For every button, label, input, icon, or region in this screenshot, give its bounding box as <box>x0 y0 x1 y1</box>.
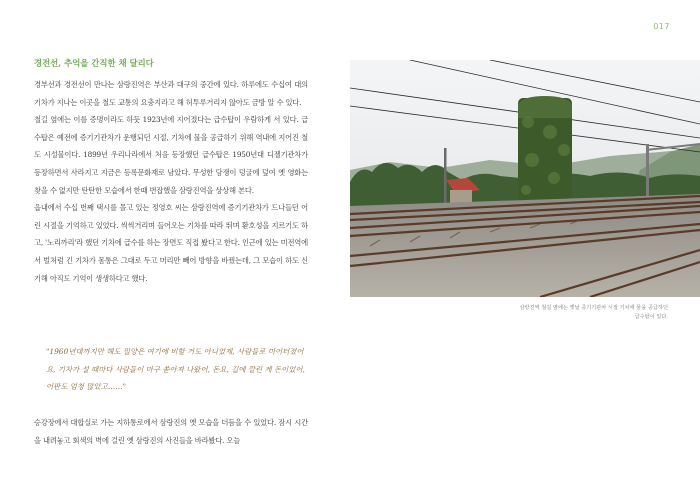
water-tower-photo <box>350 60 700 297</box>
railway-scene-illustration <box>350 60 700 297</box>
paragraph-driver-memory: 읍내에서 수십 번째 택시를 몰고 있는 정영호 씨는 삼랑진역에 증기기관차가 드나들던 어린 시절을 기억하고 있었다. 씩씩거리며 들어오는 기차를 따라 뛰며 환호성을 지르기도 하고, '노리까리'라 했던 기차에 급수를 하는 장면도 직접 봤다고 한다. 인근에 있는 미전역에서 벌처럼 긴 기차가 몸통은 그대로 두고 머리만 빼어 방향을 바꿨는데, 그 모습이 하도 신기해 아직도 기억이 생생하다고 했다. <box>34 203 308 283</box>
section-heading: 경전선, 추억을 간직한 채 달리다 <box>34 58 154 68</box>
paragraph-water-tower: 철길 옆에는 이를 증명이라도 하듯 1923년에 지어졌다는 급수탑이 우람하게 서 있다. 급수탑은 예전에 증기기관차가 운행되던 시절, 기차에 물을 공급하기 위해 역내에 지어진 철도 시설물이다. 1899년 우리나라에서 처음 등장했던 급수탑은 1950년대 디젤기관차가 등장하면서 사라지고 지금은 등록문화재로 남았다. 무성한 담쟁이 덩굴에 덮여 옛 영화는 찾을 수 없지만 탄탄한 모습에서 한때 번잡했을 삼랑진역을 상상해 본다. <box>34 115 308 195</box>
page-number: 017 <box>653 22 670 31</box>
photo-caption: 삼랑진역 철길 옆에는 옛날 증기기관차 시절 기차에 물을 공급하던 급수탑이 있다. <box>519 305 668 320</box>
paragraph-intro: 경부선과 경전선이 만나는 삼랑진역은 부산과 대구의 중간에 있다. 하루에도 수십여 대의 기차가 지나는 이곳을 철도 교통의 요충지라고 해 허투루거리지 않아도 금방 알 수 있다. <box>34 80 308 107</box>
paragraph-underpass: 승강장에서 대합실로 가는 지하통로에서 삼랑진의 옛 모습을 더듬을 수 있었다. 잠시 시간을 내려놓고 회색의 벽에 걸린 옛 삼랑진의 사진들을 바라봤다. 오늘 <box>34 418 308 445</box>
article-continuation <box>34 414 308 449</box>
pull-quote: "1960년대까지만 해도 밀양은 여기에 비할 거도 아니었제, 사람들로 미어터졌어요, 기차가 설 때마다 사람들이 마구 쏟아져 나왔어, 돈요, 길에 깔린 게 돈이었어, 어판도 엄청 많았고……" <box>46 347 305 392</box>
article-body <box>34 57 308 287</box>
